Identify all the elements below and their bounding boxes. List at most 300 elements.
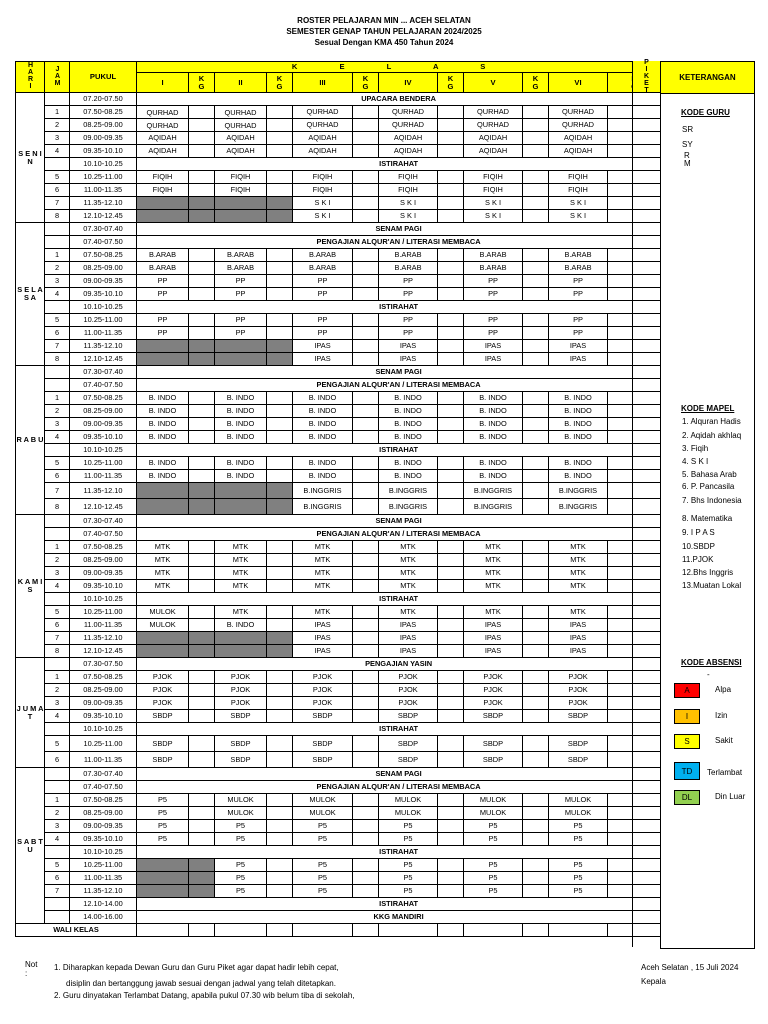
subject-cell: IPAS	[549, 340, 608, 353]
schedule-row	[16, 262, 661, 275]
kg-cell	[353, 499, 379, 515]
subject-cell: AQIDAH	[379, 145, 438, 158]
kg-cell	[438, 171, 464, 184]
absensi-code-box: S	[674, 734, 700, 749]
subject-cell: P5	[549, 820, 608, 833]
wali-kelas-row	[16, 924, 661, 937]
note-line-3: 2. Guru dinyatakan Terlambat Datang, apabila pukul 07.30 wib belum tiba di sekolah,	[54, 991, 355, 1000]
kg-cell	[267, 645, 293, 658]
pukul-cell: 07.20-07.50	[70, 93, 137, 106]
kg-cell	[267, 671, 293, 684]
subject-cell: MTK	[137, 580, 189, 593]
empty-slot	[215, 645, 267, 658]
kg-cell	[267, 541, 293, 554]
subject-cell: IPAS	[293, 340, 353, 353]
subject-cell: S K I	[464, 197, 523, 210]
kg-cell	[189, 885, 215, 898]
subject-cell: S K I	[293, 197, 353, 210]
empty-slot	[137, 872, 189, 885]
subject-cell: MTK	[293, 554, 353, 567]
kg-cell	[267, 872, 293, 885]
subject-cell: PP	[215, 327, 267, 340]
subject-cell: PJOK	[215, 684, 267, 697]
subject-cell: AQIDAH	[215, 132, 267, 145]
subject-cell: FIQIH	[293, 171, 353, 184]
subject-cell: AQIDAH	[137, 132, 189, 145]
kg-cell	[438, 645, 464, 658]
keterangan-header: KETERANGAN	[661, 62, 754, 94]
pukul-cell: 07.50-08.25	[70, 249, 137, 262]
kg-cell	[267, 210, 293, 223]
absensi-label: Sakit	[715, 736, 733, 745]
note-line-1: 1. Diharapkan kepada Dewan Guru dan Guru Piket agar dapat hadir lebih cepat,	[54, 963, 339, 972]
kg-cell	[189, 184, 215, 197]
subject-cell: QURHAD	[215, 119, 267, 132]
day-name: S A B T U	[16, 768, 45, 924]
schedule-row	[16, 898, 661, 911]
schedule-row	[16, 567, 661, 580]
kg-cell	[189, 106, 215, 119]
header-kg-1: K G	[189, 73, 215, 93]
subject-cell: IPAS	[379, 632, 438, 645]
kg-cell	[438, 314, 464, 327]
pukul-cell: 10.10-10.25	[70, 444, 137, 457]
piket-header-label: PIKET	[643, 59, 650, 94]
kg-cell	[353, 340, 379, 353]
kg-cell	[189, 262, 215, 275]
subject-cell: PP	[137, 288, 189, 301]
empty-slot	[137, 885, 189, 898]
kg-cell	[523, 392, 549, 405]
subject-cell: B. INDO	[549, 470, 608, 483]
kg-cell	[267, 119, 293, 132]
subject-cell: MULOK	[137, 606, 189, 619]
subject-cell: FIQIH	[137, 184, 189, 197]
schedule-row	[16, 872, 661, 885]
kg-cell	[267, 418, 293, 431]
kg-cell	[523, 119, 549, 132]
schedule-row	[16, 820, 661, 833]
schedule-row	[16, 288, 661, 301]
wali-kelas-cell	[267, 924, 293, 937]
pukul-cell: 10.25-11.00	[70, 314, 137, 327]
kg-cell	[353, 483, 379, 499]
kg-cell	[353, 418, 379, 431]
pukul-cell: 07.30-07.40	[70, 768, 137, 781]
kg-cell	[189, 171, 215, 184]
subject-cell: P5	[549, 833, 608, 846]
kg-cell	[353, 632, 379, 645]
kode-mapel-item: 6. P. Pancasila	[682, 482, 735, 491]
kg-cell	[438, 872, 464, 885]
subject-cell: PP	[464, 314, 523, 327]
kode-guru-item: SY	[682, 140, 693, 149]
schedule-row	[16, 499, 661, 515]
absensi-label: Din Luar	[715, 792, 746, 801]
kg-cell	[438, 807, 464, 820]
subject-cell: SBDP	[549, 752, 608, 768]
subject-cell: PJOK	[293, 671, 353, 684]
absensi-code-box: DL	[674, 790, 700, 805]
subject-cell: MTK	[379, 580, 438, 593]
absensi-code-box: A	[674, 683, 700, 698]
jam-cell: 6	[45, 184, 70, 197]
subject-cell: FIQIH	[464, 184, 523, 197]
jam-cell: 1	[45, 794, 70, 807]
kg-cell	[438, 541, 464, 554]
pukul-cell: 11.00-11.35	[70, 752, 137, 768]
kg-cell	[267, 288, 293, 301]
kg-cell	[353, 470, 379, 483]
kg-cell	[523, 736, 549, 752]
header-kg-5: K G	[523, 73, 549, 93]
schedule-row	[16, 366, 661, 379]
jam-cell: 3	[45, 567, 70, 580]
subject-cell: IPAS	[293, 645, 353, 658]
wali-kelas-cell	[137, 924, 189, 937]
pukul-cell: 08.25-09.00	[70, 405, 137, 418]
day-name: R A B U	[16, 366, 45, 515]
subject-cell: SBDP	[137, 710, 189, 723]
jam-cell: 3	[45, 275, 70, 288]
kg-cell	[353, 262, 379, 275]
subject-cell: SBDP	[215, 752, 267, 768]
activity-cell: PENGAJIAN ALQUR'AN / LITERASI MEMBACA	[137, 379, 661, 392]
kg-cell	[267, 106, 293, 119]
kg-cell	[189, 119, 215, 132]
kg-cell	[267, 327, 293, 340]
schedule-row	[16, 781, 661, 794]
subject-cell: P5	[293, 833, 353, 846]
jam-cell	[45, 93, 70, 106]
subject-cell: QURHAD	[379, 106, 438, 119]
schedule-row	[16, 833, 661, 846]
subject-cell: PJOK	[379, 671, 438, 684]
day-name: S E L A S A	[16, 223, 45, 366]
schedule-table	[15, 61, 661, 937]
subject-cell: B. INDO	[549, 431, 608, 444]
schedule-row	[16, 593, 661, 606]
subject-cell: IPAS	[379, 619, 438, 632]
schedule-row	[16, 470, 661, 483]
kode-mapel-item: 10.SBDP	[682, 542, 715, 551]
kg-cell	[189, 619, 215, 632]
subject-cell: B.ARAB	[137, 249, 189, 262]
pukul-cell: 11.35-12.10	[70, 483, 137, 499]
kg-cell	[353, 833, 379, 846]
subject-cell: FIQIH	[215, 171, 267, 184]
schedule-row	[16, 911, 661, 924]
pukul-cell: 10.10-10.25	[70, 301, 137, 314]
subject-cell: PJOK	[464, 697, 523, 710]
kg-cell	[438, 457, 464, 470]
kg-cell	[353, 275, 379, 288]
kg-cell	[189, 736, 215, 752]
jam-cell: 2	[45, 262, 70, 275]
subject-cell: P5	[464, 885, 523, 898]
subject-cell: B. INDO	[293, 418, 353, 431]
absensi-label: Alpa	[715, 685, 732, 694]
subject-cell: SBDP	[379, 736, 438, 752]
schedule-row	[16, 392, 661, 405]
subject-cell: AQIDAH	[549, 132, 608, 145]
kg-cell	[189, 632, 215, 645]
kg-cell	[438, 431, 464, 444]
subject-cell: B. INDO	[215, 418, 267, 431]
kg-cell	[189, 671, 215, 684]
kg-cell	[189, 807, 215, 820]
subject-cell: PP	[549, 314, 608, 327]
kg-cell	[438, 567, 464, 580]
kg-cell	[267, 405, 293, 418]
schedule-row	[16, 444, 661, 457]
subject-cell: B.INGGRIS	[464, 483, 523, 499]
pukul-cell: 07.40-07.50	[70, 528, 137, 541]
jam-cell: 2	[45, 684, 70, 697]
subject-cell: B.INGGRIS	[293, 499, 353, 515]
empty-slot	[137, 340, 189, 353]
jam-cell: 3	[45, 418, 70, 431]
subject-cell: PP	[215, 288, 267, 301]
schedule-row	[16, 340, 661, 353]
kg-cell	[353, 288, 379, 301]
kg-cell	[353, 457, 379, 470]
subject-cell: IPAS	[379, 340, 438, 353]
subject-cell: B.INGGRIS	[549, 499, 608, 515]
kg-cell	[438, 820, 464, 833]
subject-cell: MTK	[549, 567, 608, 580]
kode-mapel-item: 11.PJOK	[682, 555, 714, 564]
kg-cell	[267, 697, 293, 710]
pukul-cell: 08.25-09.00	[70, 262, 137, 275]
subject-cell: QURHAD	[549, 119, 608, 132]
jam-cell	[45, 223, 70, 236]
subject-cell: B.ARAB	[379, 249, 438, 262]
kg-cell	[189, 645, 215, 658]
subject-cell: PP	[293, 288, 353, 301]
kode-guru-title: KODE GURU	[681, 108, 730, 117]
subject-cell: P5	[464, 820, 523, 833]
kg-cell	[189, 820, 215, 833]
jam-cell: 3	[45, 820, 70, 833]
schedule-row	[16, 554, 661, 567]
subject-cell: PP	[215, 314, 267, 327]
kg-cell	[267, 431, 293, 444]
header-class-1: I	[137, 73, 189, 93]
empty-slot	[137, 645, 189, 658]
kg-cell	[438, 210, 464, 223]
activity-cell: ISTIRAHAT	[137, 593, 661, 606]
kg-cell	[189, 710, 215, 723]
pukul-cell: 09.00-09.35	[70, 418, 137, 431]
pukul-cell: 07.40-07.50	[70, 379, 137, 392]
subject-cell: P5	[293, 859, 353, 872]
activity-cell: ISTIRAHAT	[137, 723, 661, 736]
subject-cell: MULOK	[215, 807, 267, 820]
header-kg-4: K G	[438, 73, 464, 93]
subject-cell: MTK	[379, 606, 438, 619]
subject-cell: P5	[293, 820, 353, 833]
kg-cell	[353, 885, 379, 898]
piket-column	[632, 61, 660, 947]
kg-cell	[189, 275, 215, 288]
kg-cell	[267, 353, 293, 366]
kg-cell	[523, 499, 549, 515]
schedule-row	[16, 184, 661, 197]
empty-slot	[137, 483, 189, 499]
kg-cell	[353, 580, 379, 593]
kode-mapel-item: 7. Bhs Indonesia	[682, 496, 742, 505]
kg-cell	[523, 554, 549, 567]
kg-cell	[523, 567, 549, 580]
jam-cell: 8	[45, 210, 70, 223]
pukul-cell: 10.25-11.00	[70, 736, 137, 752]
subject-cell: MTK	[293, 606, 353, 619]
subject-cell: B. INDO	[137, 392, 189, 405]
subject-cell: IPAS	[464, 632, 523, 645]
kg-cell	[267, 606, 293, 619]
pukul-cell: 07.30-07.40	[70, 515, 137, 528]
kg-cell	[523, 171, 549, 184]
jam-cell	[45, 723, 70, 736]
kg-cell	[438, 288, 464, 301]
kg-cell	[438, 580, 464, 593]
wali-kelas-cell	[438, 924, 464, 937]
kg-cell	[267, 820, 293, 833]
subject-cell: MTK	[379, 567, 438, 580]
subject-cell: PJOK	[215, 697, 267, 710]
kg-cell	[189, 684, 215, 697]
subject-cell: SBDP	[293, 736, 353, 752]
kg-cell	[267, 752, 293, 768]
subject-cell: QURHAD	[293, 106, 353, 119]
subject-cell: MTK	[379, 541, 438, 554]
subject-cell: SBDP	[549, 736, 608, 752]
kg-cell	[353, 671, 379, 684]
wali-kelas-cell	[189, 924, 215, 937]
kg-cell	[438, 499, 464, 515]
subject-cell: MULOK	[464, 807, 523, 820]
kg-cell	[523, 645, 549, 658]
pukul-cell: 07.40-07.50	[70, 781, 137, 794]
header-class-3: III	[293, 73, 353, 93]
subject-cell: B. INDO	[293, 457, 353, 470]
activity-cell: SENAM PAGI	[137, 223, 661, 236]
jam-cell: 5	[45, 457, 70, 470]
wali-kelas-cell	[549, 924, 608, 937]
jam-cell: 8	[45, 499, 70, 515]
kg-cell	[267, 392, 293, 405]
subject-cell: MULOK	[137, 619, 189, 632]
subject-cell: P5	[549, 872, 608, 885]
jam-cell	[45, 379, 70, 392]
kg-cell	[523, 807, 549, 820]
kg-cell	[267, 833, 293, 846]
kg-cell	[189, 431, 215, 444]
kg-cell	[438, 184, 464, 197]
subject-cell: MTK	[549, 541, 608, 554]
kg-cell	[189, 872, 215, 885]
kg-cell	[267, 145, 293, 158]
jam-cell: 7	[45, 483, 70, 499]
kg-cell	[353, 405, 379, 418]
subject-cell: B. INDO	[293, 392, 353, 405]
kg-cell	[523, 619, 549, 632]
wali-kelas-cell	[523, 924, 549, 937]
activity-cell: ISTIRAHAT	[137, 301, 661, 314]
schedule-row	[16, 859, 661, 872]
kg-cell	[353, 606, 379, 619]
subject-cell: B. INDO	[137, 431, 189, 444]
schedule-row	[16, 515, 661, 528]
subject-cell: MULOK	[379, 794, 438, 807]
subject-cell: MTK	[549, 606, 608, 619]
kg-cell	[189, 567, 215, 580]
subject-cell: QURHAD	[293, 119, 353, 132]
kode-mapel-item: 9. I P A S	[682, 528, 715, 537]
subject-cell: IPAS	[464, 645, 523, 658]
kode-mapel-title: KODE MAPEL	[681, 404, 735, 413]
jam-cell	[45, 781, 70, 794]
kg-cell	[353, 794, 379, 807]
jam-cell: 4	[45, 288, 70, 301]
pukul-cell: 11.00-11.35	[70, 619, 137, 632]
subject-cell: IPAS	[293, 619, 353, 632]
empty-slot	[215, 499, 267, 515]
pukul-cell: 09.35-10.10	[70, 431, 137, 444]
pukul-cell: 09.35-10.10	[70, 710, 137, 723]
kg-cell	[189, 541, 215, 554]
jam-cell: 3	[45, 697, 70, 710]
jam-cell: 6	[45, 752, 70, 768]
kg-cell	[267, 457, 293, 470]
jam-cell: 1	[45, 671, 70, 684]
subject-cell: QURHAD	[379, 119, 438, 132]
header-kg-2: K G	[267, 73, 293, 93]
subject-cell: B. INDO	[464, 457, 523, 470]
subject-cell: P5	[549, 885, 608, 898]
subject-cell: P5	[379, 885, 438, 898]
kg-cell	[438, 794, 464, 807]
subject-cell: PJOK	[549, 684, 608, 697]
subject-cell: PP	[293, 275, 353, 288]
absensi-label: Izin	[715, 711, 728, 720]
kg-cell	[523, 885, 549, 898]
kg-cell	[353, 210, 379, 223]
subject-cell: B.ARAB	[137, 262, 189, 275]
kg-cell	[189, 392, 215, 405]
pukul-cell: 09.00-09.35	[70, 275, 137, 288]
subject-cell: AQIDAH	[137, 145, 189, 158]
subject-cell: P5	[137, 833, 189, 846]
schedule-row	[16, 405, 661, 418]
schedule-row	[16, 645, 661, 658]
kg-cell	[353, 145, 379, 158]
jam-cell: 2	[45, 554, 70, 567]
subject-cell: P5	[137, 794, 189, 807]
subject-cell: S K I	[379, 210, 438, 223]
kg-cell	[353, 171, 379, 184]
kg-cell	[438, 470, 464, 483]
piket-header	[633, 61, 660, 93]
kg-cell	[438, 106, 464, 119]
kg-cell	[438, 554, 464, 567]
pukul-cell: 11.00-11.35	[70, 470, 137, 483]
subject-cell: PJOK	[215, 671, 267, 684]
schedule-row	[16, 736, 661, 752]
subject-cell: AQIDAH	[379, 132, 438, 145]
subject-cell: PP	[137, 275, 189, 288]
